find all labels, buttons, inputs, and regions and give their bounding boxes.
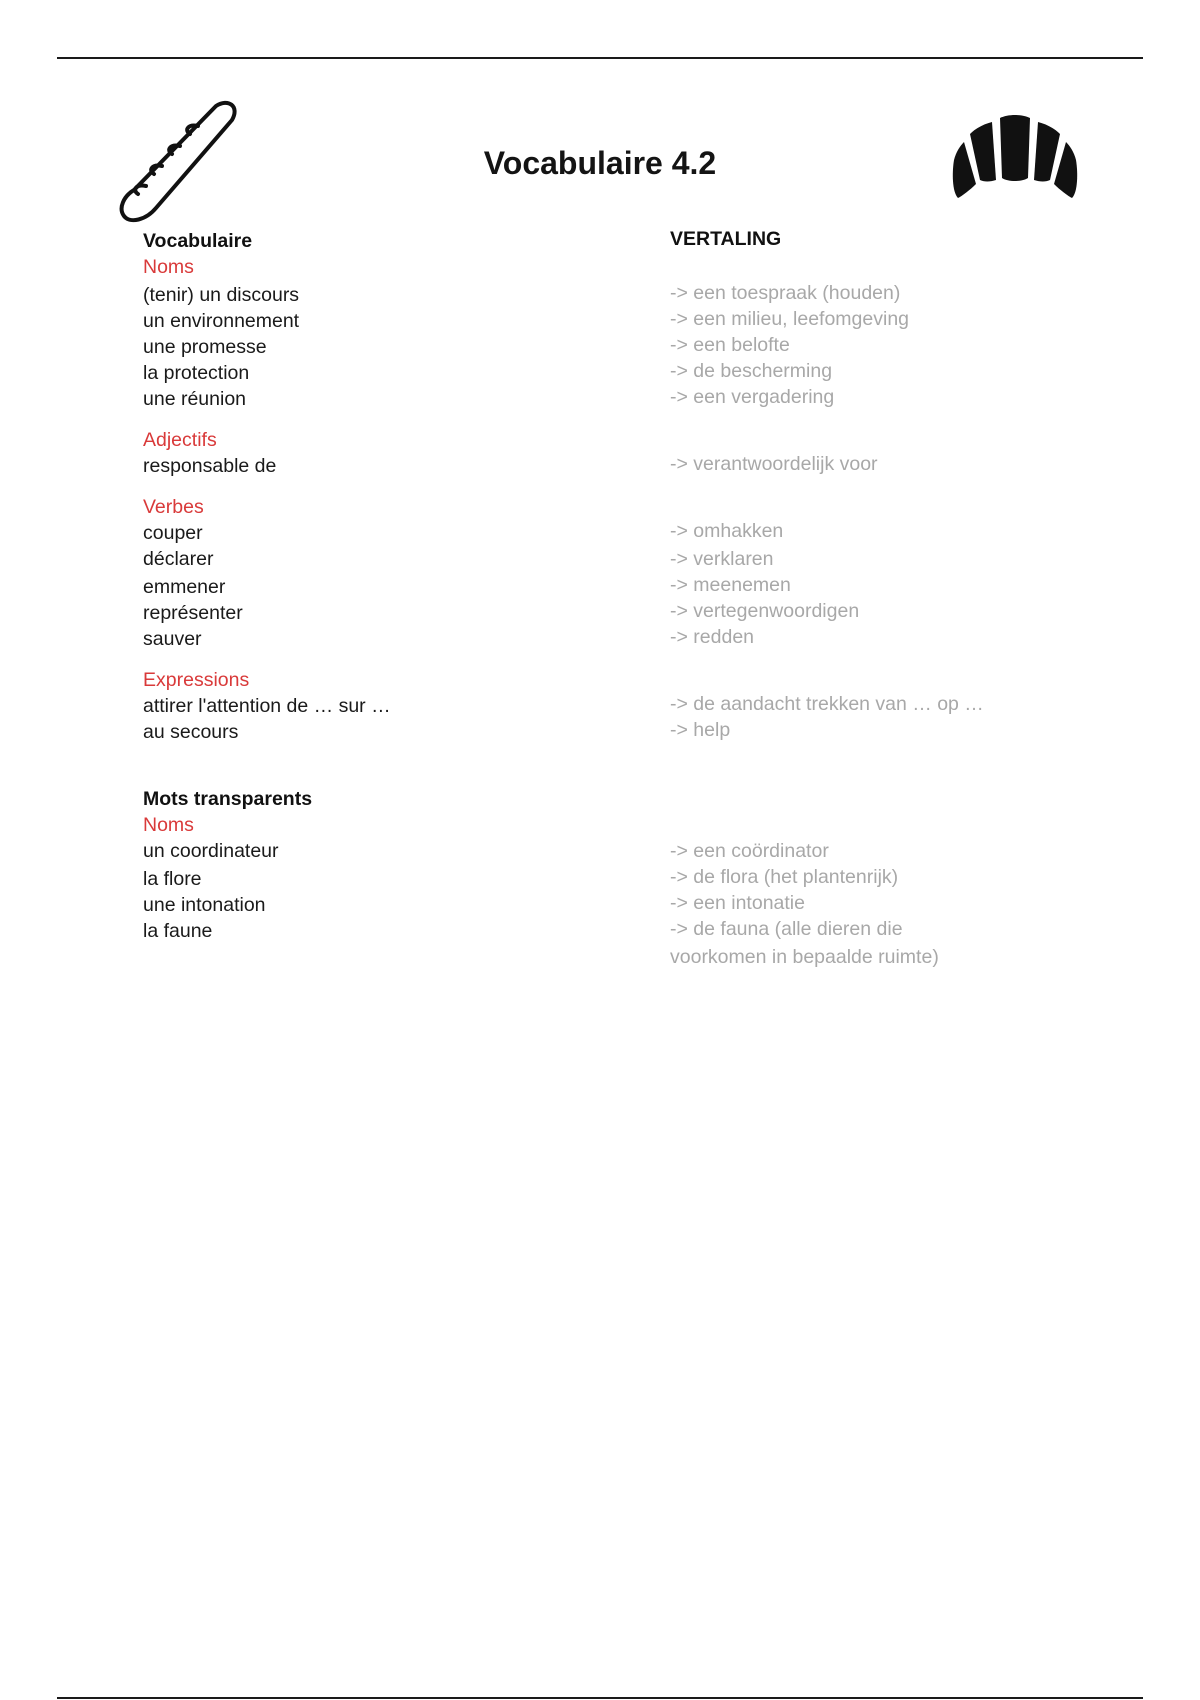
translation: -> vertegenwoordigen [670,600,860,622]
translation-heading: VERTALING [670,228,782,250]
translation: -> help [670,719,731,741]
term: la protection [143,362,250,384]
category-verbes: Verbes [143,496,204,518]
top-rule [57,57,1143,59]
term: au secours [143,721,239,743]
translation: -> meenemen [670,574,791,596]
vocabulary-heading: Vocabulaire [143,230,253,252]
croissant-icon [952,112,1078,208]
translation: -> de flora (het plantenrijk) [670,866,899,888]
translation: -> verklaren [670,548,774,570]
translation: -> een milieu, leefomgeving [670,308,910,330]
term: un environnement [143,310,300,332]
category-expressions: Expressions [143,669,250,691]
term: une promesse [143,336,267,358]
translation: -> een toespraak (houden) [670,282,901,304]
term: sauver [143,628,202,650]
term: déclarer [143,548,214,570]
page-title: Vocabulaire 4.2 [483,145,717,181]
term: emmener [143,576,226,598]
term: un coordinateur [143,840,279,862]
translation: -> redden [670,626,755,648]
term: la faune [143,920,213,942]
translation: -> de fauna (alle dieren die [670,918,903,940]
term: couper [143,522,203,544]
translation: -> een intonatie [670,892,805,914]
translation: -> een coördinator [670,840,829,862]
bottom-rule [57,1697,1143,1699]
translation: -> omhakken [670,520,784,542]
term: une intonation [143,894,266,916]
term: responsable de [143,455,277,477]
category-adjectifs: Adjectifs [143,429,217,451]
translation: -> verantwoordelijk voor [670,453,878,475]
translation: -> de bescherming [670,360,833,382]
term: une réunion [143,388,247,410]
category-noms: Noms [143,256,194,278]
term: la flore [143,868,202,890]
term: (tenir) un discours [143,284,300,306]
translation: -> een vergadering [670,386,835,408]
translation: -> de aandacht trekken van … op … [670,693,984,715]
translation: -> een belofte [670,334,790,356]
transparent-words-heading: Mots transparents [143,788,313,810]
term: attirer l'attention de … sur … [143,695,391,717]
term: représenter [143,602,243,624]
category-noms: Noms [143,814,194,836]
translation: voorkomen in bepaalde ruimte) [670,946,939,968]
